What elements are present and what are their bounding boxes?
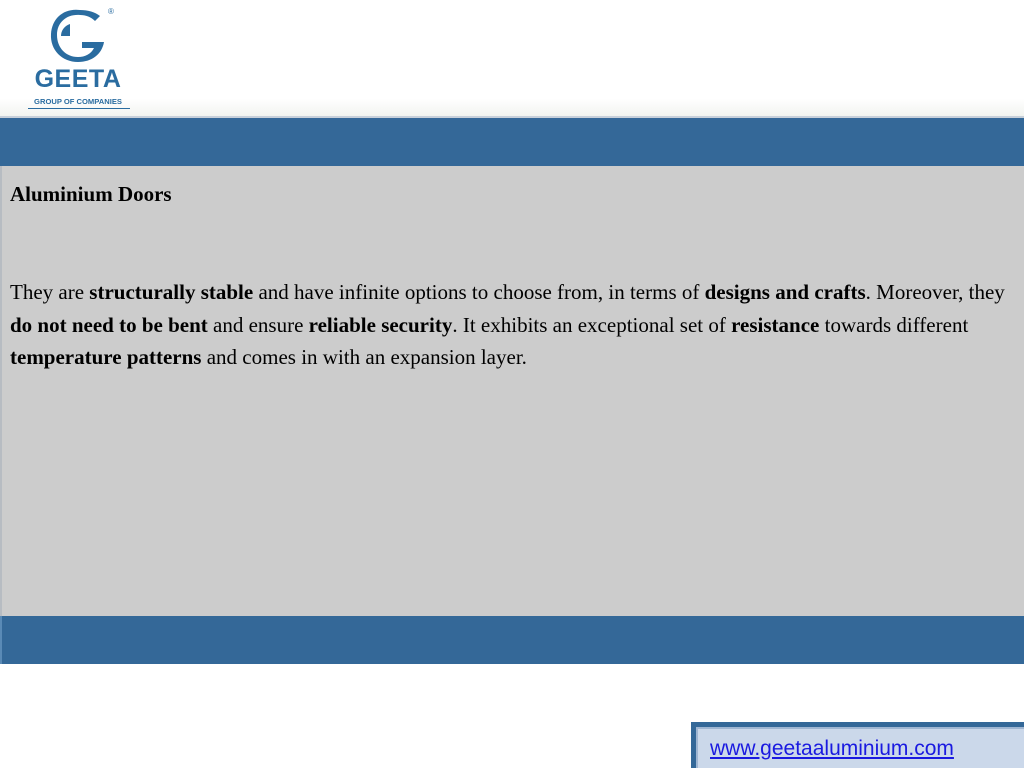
bold-phrase: do not need to be bent <box>10 312 208 337</box>
logo-underline <box>28 108 130 109</box>
bold-phrase: temperature patterns <box>10 345 202 369</box>
top-band <box>0 116 1024 166</box>
text-run: and ensure <box>207 312 309 337</box>
bold-phrase: reliable security <box>308 312 453 337</box>
slide-title: Aluminium Doors <box>10 182 172 206</box>
logo-wordmark: GEETA <box>34 65 122 93</box>
bold-phrase: structurally stable <box>89 280 254 304</box>
text-run: . Moreover, they <box>865 280 1005 304</box>
text-run: . It exhibits an exceptional set of <box>452 312 732 337</box>
g-logo-icon <box>24 4 134 70</box>
bold-phrase: designs and crafts <box>704 280 866 304</box>
content-panel <box>0 166 1024 616</box>
registered-mark: ® <box>108 7 114 16</box>
logo-subtitle: GROUP OF COMPANIES <box>34 97 122 106</box>
header <box>0 0 1024 116</box>
bold-phrase: resistance <box>731 312 820 337</box>
bottom-band <box>0 616 1024 664</box>
url-box-inner <box>696 727 1024 768</box>
text-run: towards different <box>819 312 969 337</box>
url-box <box>691 722 1024 768</box>
text-run: and comes in with an expansion layer. <box>201 345 527 369</box>
text-run: and have infinite options to choose from, in terms of <box>253 280 705 304</box>
text-run: They are <box>10 280 90 304</box>
company-logo <box>24 4 134 112</box>
slide-paragraph <box>10 276 1010 374</box>
website-link[interactable]: www.geetaaluminium.com <box>710 737 954 760</box>
